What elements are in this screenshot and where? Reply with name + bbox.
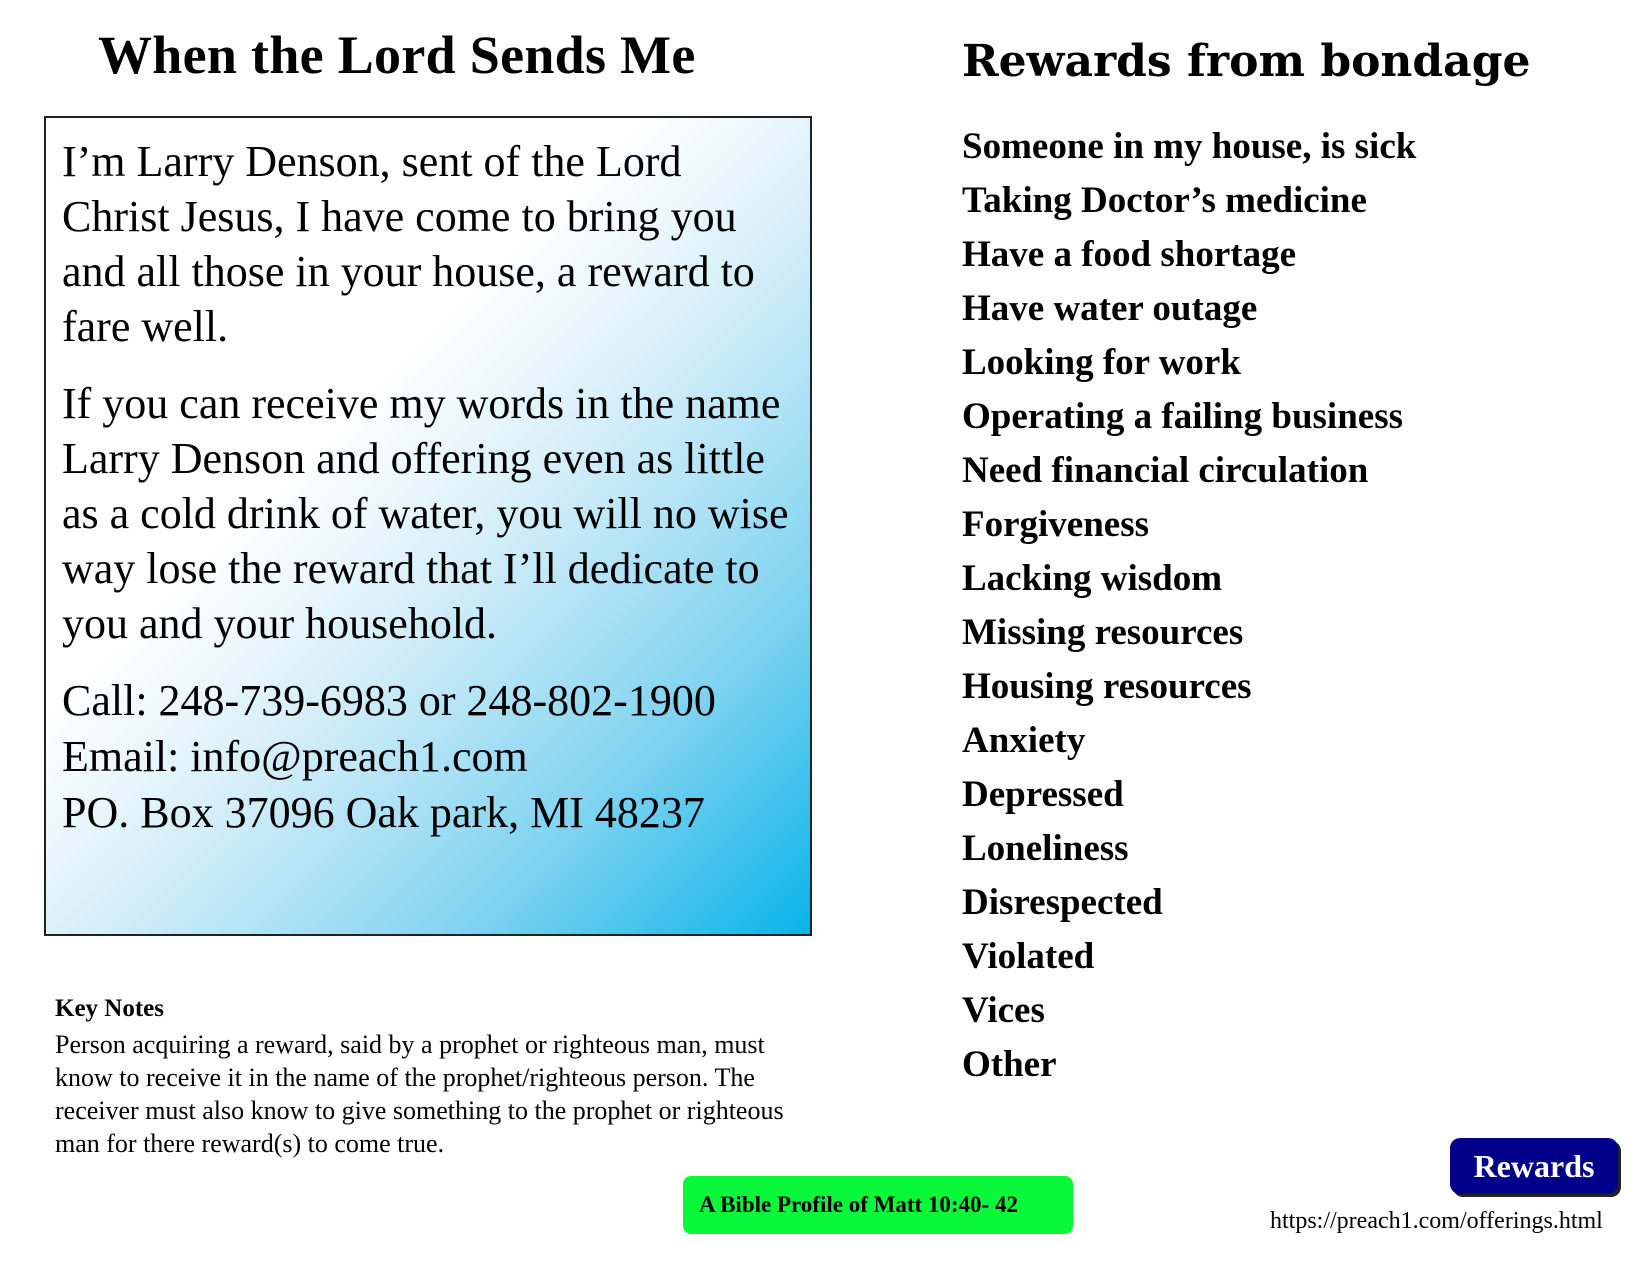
reward-item: Looking for work <box>962 342 1241 383</box>
page-title: When the Lord Sends Me <box>98 25 696 85</box>
reward-item: Disrespected <box>962 882 1163 923</box>
reward-item: Violated <box>962 936 1095 977</box>
offer-paragraph: If you can receive my words in the name Larry Denson and offering even as little as a cold drink of water, you will no wise way lose the reward that I’ll dedicate to you and your household. <box>62 379 789 648</box>
reward-item: Other <box>962 1044 1057 1085</box>
key-notes <box>55 994 815 1160</box>
rewards-button[interactable]: Rewards <box>1450 1138 1618 1194</box>
reward-item: Forgiveness <box>962 504 1150 545</box>
reward-item: Have a food shortage <box>962 234 1296 275</box>
bible-profile-banner: A Bible Profile of Matt 10:40- 42 <box>683 1176 1073 1234</box>
contact-info <box>62 673 796 841</box>
reward-item: Someone in my house, is sick <box>962 126 1417 167</box>
key-notes-body: Person acquiring a reward, said by a prophet or righteous man, must know to receive it in the name of the prophet/righteous person. The receiver must also know to give something to the prophet or righteous man for there reward(s) to come true. <box>55 1030 784 1158</box>
reward-item: Lacking wisdom <box>962 558 1223 599</box>
reward-item: Anxiety <box>962 720 1086 761</box>
reward-item: Depressed <box>962 774 1124 815</box>
offerings-url[interactable]: https://preach1.com/offerings.html <box>1270 1208 1603 1234</box>
key-notes-title: Key Notes <box>55 995 164 1022</box>
reward-item: Taking Doctor’s medicine <box>962 180 1367 221</box>
phone-line: Call: 248-739-6983 or 248-802-1900 <box>62 676 716 725</box>
reward-item: Housing resources <box>962 666 1252 707</box>
reward-item: Loneliness <box>962 828 1129 869</box>
reward-item: Have water outage <box>962 288 1258 329</box>
rewards-list <box>962 120 1416 1092</box>
reward-item: Vices <box>962 990 1045 1031</box>
reward-item: Missing resources <box>962 612 1244 653</box>
rewards-heading: Rewards from bondage <box>962 36 1531 87</box>
message-box <box>44 116 812 936</box>
reward-item: Operating a failing business <box>962 396 1404 437</box>
email-line: Email: info@preach1.com <box>62 732 528 781</box>
intro-paragraph: I’m Larry Denson, sent of the Lord Christ Jesus, I have come to bring you and all those in your house, a reward to fare well. <box>62 137 755 351</box>
address-line: PO. Box 37096 Oak park, MI 48237 <box>62 788 705 837</box>
reward-item: Need financial circulation <box>962 450 1369 491</box>
